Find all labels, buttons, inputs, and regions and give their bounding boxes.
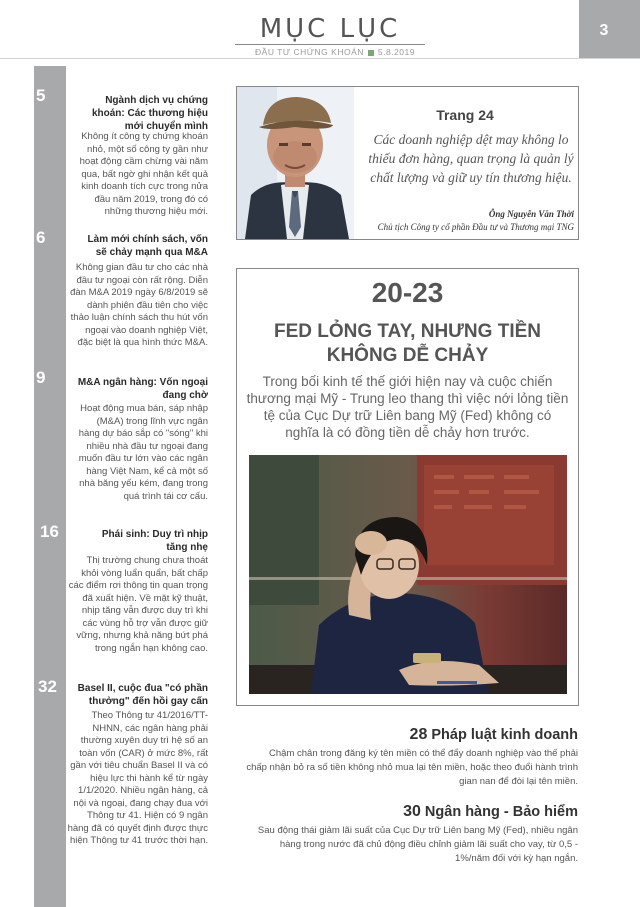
toc-title: Phái sinh: Duy trì nhịp tăng nhẹ xyxy=(101,529,208,553)
feature-description: Trong bối kinh tế thế giới hiện nay và cuộc chiến thương mại Mỹ - Trung leo thang thì việc nới lỏng tiền tệ của Cục Dự trữ Liên bang Mỹ (Fed) không có nghĩa là có đồng tiền dễ chảy hơn trước. xyxy=(246,374,569,440)
bottom-item-page: 30 xyxy=(403,803,421,820)
feature-photo xyxy=(249,455,567,694)
header-subtitle xyxy=(240,47,430,57)
portrait-photo xyxy=(237,87,354,239)
header-divider xyxy=(235,44,425,45)
page-title: MỤC LỤC xyxy=(259,14,401,44)
magazine-name: ĐẦU TƯ CHỨNG KHOÁN xyxy=(255,47,364,57)
feature-page-range: 20-23 xyxy=(371,277,444,308)
quote-author: Ông Nguyễn Văn Thời xyxy=(488,209,574,219)
toc-page-number: 6 xyxy=(36,228,46,247)
quote-text: Các doanh nghiệp dệt may không lo thiếu đơn hàng, quan trọng là quản lý chất lượng và giữ uy tín thương hiệu. xyxy=(368,132,574,185)
toc-body: Hoạt động mua bán, sáp nhập (M&A) trong lĩnh vực ngân hàng dự báo sắp có "sóng" khi nhiều nhà đầu tư ngoại đang muốn đầu tư lớn vào các ngân hàng Việt Nam, kể cả một số nhà băng yếu kém, đang trong quá trình tái cơ cấu. xyxy=(78,403,208,502)
feature-title-line-2: KHÔNG DỄ CHẢY xyxy=(326,345,489,366)
toc-body: Không ít công ty chứng khoán nhỏ, một số công ty gần như hoạt động cầm chừng vài năm qua, bất ngờ ghi nhận kết quả kinh doanh tích cực trong nửa đầu năm 2019, trong đó có những thương hiệu mới. xyxy=(79,131,208,217)
quote-page-label: Trang 24 xyxy=(436,107,494,123)
square-icon xyxy=(368,50,374,56)
toc-title: M&A ngân hàng: Vốn ngoại đang chờ xyxy=(77,377,208,401)
bottom-item-page: 28 xyxy=(409,726,428,743)
bottom-item-heading: Ngân hàng - Bảo hiểm xyxy=(424,804,578,820)
investor-illustration xyxy=(249,455,567,694)
quote-author-role: Chủ tịch Công ty cổ phần Đầu tư và Thương mại TNG xyxy=(377,222,574,232)
portrait-illustration xyxy=(237,87,354,239)
bottom-item-heading: Pháp luật kinh doanh xyxy=(431,727,578,743)
bottom-item-title xyxy=(238,726,578,744)
feature-title xyxy=(256,320,559,368)
toc-body: Thị trường chung chưa thoát khỏi vòng luẩn quẩn, bất chấp các điểm rơi thông tin quan trọng đã xuất hiện. Về mặt kỹ thuật, nhịp tăng vẫn được duy trì khi các vùng hỗ trợ vẫn được giữ vững, nhưng khả năng bứt phá trong ngắn hạn không cao. xyxy=(68,555,208,654)
toc-page-number: 5 xyxy=(36,86,46,105)
toc-title: Basel II, cuộc đua "có phần thưởng" đến hồi gay cấn xyxy=(77,683,208,707)
issue-date: 5.8.2019 xyxy=(377,47,415,57)
page-number-box xyxy=(579,0,640,58)
toc-body: Không gian đầu tư cho các nhà đầu tư ngoại còn rất rộng. Diễn đàn M&A 2019 ngày 6/8/2019 sẽ dành phiên đầu tiên cho việc thảo luận chính sách thu hút vốn ngoại vào doanh nghiệp Việt, đặc biệt là qua hình thức M&A. xyxy=(70,262,208,348)
toc-body: Theo Thông tư 41/2016/TT-NHNN, các ngân hàng phải thường xuyên duy trì hệ số an toàn vốn (CAR) ở mức 8%, rất gần với tiêu chuẩn Basel II và có hiệu lực thi hành kể từ ngày 1/1/2020. Nhiều ngân hàng, cả nội và ngoại, đang chạy đua với Thông tư 41. Hiện có 9 ngân hàng đã có quyết định được thực hiện Thông tư 41 trước thời hạn. xyxy=(67,710,208,846)
feature-title-line-1: FED LỎNG TAY, NHƯNG TIỀN xyxy=(273,321,541,342)
bottom-item-body: Chậm chân trong đăng ký tên miền có thể đẩy doanh nghiệp vào thế phải chấp nhận bỏ ra số tiền không nhỏ mua lại tên miền, hoặc theo đuổi hành trình gian nan để đòi lại tên miền. xyxy=(246,748,578,787)
header-rule xyxy=(0,58,640,59)
page-number: 3 xyxy=(599,22,609,39)
toc-page-number: 32 xyxy=(38,677,57,696)
toc-title: Làm mới chính sách, vốn sẽ chảy mạnh qua M&A xyxy=(87,234,208,258)
bottom-item-title xyxy=(238,803,578,821)
left-gray-bar xyxy=(34,66,66,907)
toc-title: Ngành dịch vụ chứng khoán: Các thương hiệu mới chuyển mình xyxy=(91,95,208,132)
toc-page-number: 9 xyxy=(36,368,46,387)
bottom-item-body: Sau động thái giảm lãi suất của Cục Dự trữ Liên bang Mỹ (Fed), nhiều ngân hàng trong nước đã chủ động điều chỉnh giảm lãi suất cho vay, từ 0,5 - 1%/năm đối với kỳ hạn ngắn. xyxy=(257,825,578,864)
toc-page-number: 16 xyxy=(40,522,59,541)
